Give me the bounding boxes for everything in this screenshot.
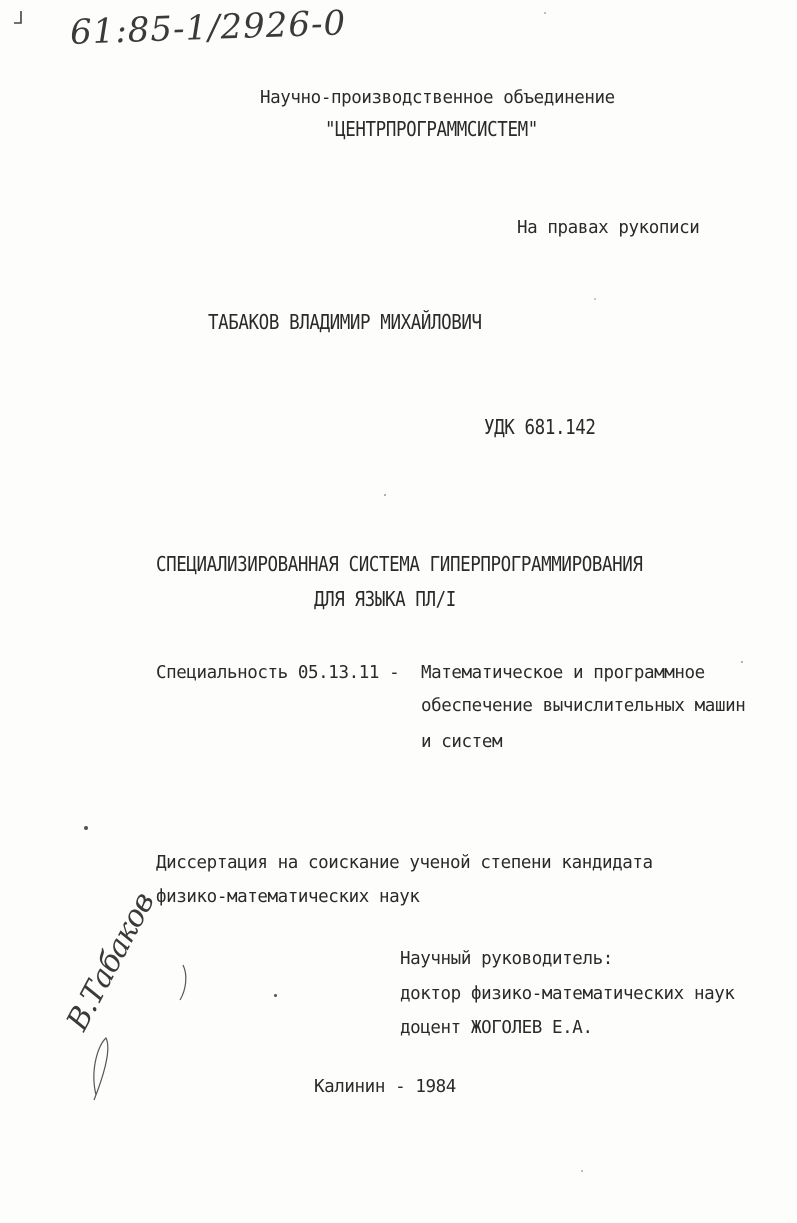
supervisor-label: Научный руководитель: [400, 949, 613, 969]
signature: В.Табаков [60, 887, 162, 1037]
scan-speck [384, 494, 386, 496]
manuscript-note: На правах рукописи [517, 218, 700, 238]
specialty-line-2: обеспечение вычислительных машин [421, 696, 746, 716]
scan-speck [581, 1170, 583, 1172]
specialty-line-3: и систем [421, 732, 503, 752]
scan-speck [741, 661, 743, 663]
scan-speck [594, 298, 596, 300]
place-year: Калинин - 1984 [314, 1077, 456, 1097]
organization-line-1: Научно-производственное объединение [260, 88, 615, 108]
corner-mark [12, 10, 26, 28]
specialty-label: Специальность 05.13.11 - [156, 663, 400, 683]
archive-code: 61:85-1/2926-0 [69, 3, 347, 53]
dissertation-line-1: Диссертация на соискание ученой степени кандидата [156, 853, 653, 873]
dissertation-line-2: физико-математических наук [156, 887, 420, 907]
scan-speck [544, 12, 546, 14]
signature-flourish [88, 960, 198, 1110]
organization-line-2: "ЦЕНТРПРОГРАММСИСТЕМ" [325, 118, 538, 142]
supervisor-name: доцент ЖОГОЛЕВ Е.А. [400, 1018, 593, 1038]
title-line-2: ДЛЯ ЯЗЫКА ПЛ/I [314, 588, 456, 612]
title-line-1: СПЕЦИАЛИЗИРОВАННАЯ СИСТЕМА ГИПЕРПРОГРАММИРОВАНИЯ [156, 553, 643, 577]
author-name: ТАБАКОВ ВЛАДИМИР МИХАЙЛОВИЧ [208, 311, 482, 335]
supervisor-degree: доктор физико-математических наук [400, 984, 735, 1004]
udc-code: УДК 681.142 [484, 416, 596, 440]
specialty-line-1: Математическое и программное [421, 663, 705, 683]
scan-speck [274, 994, 277, 997]
scan-speck [84, 826, 88, 830]
